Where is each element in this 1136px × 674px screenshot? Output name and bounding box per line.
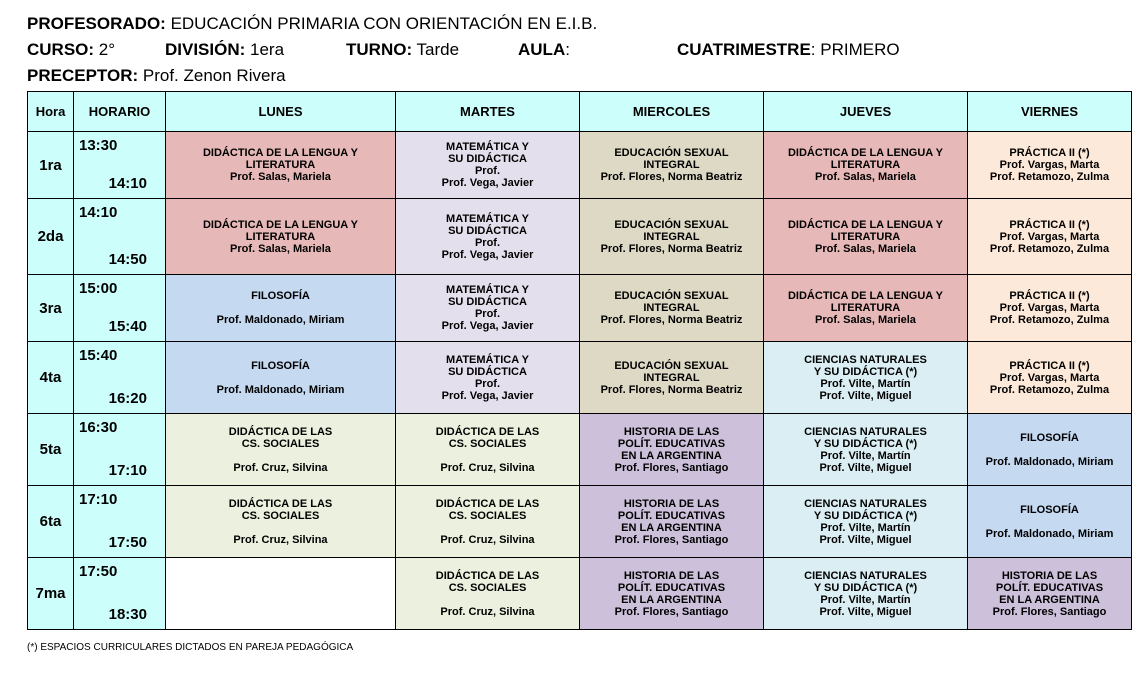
subject-line: DIDÁCTICA DE LA LENGUA Y (202, 147, 359, 159)
horario-cell (74, 414, 166, 486)
schedule-table (27, 91, 1132, 630)
subject-line: Prof. Maldonado, Miriam (985, 455, 1114, 468)
subject-line: Prof. Cruz, Silvina (440, 461, 535, 474)
subject-line: Prof. Vega, Javier (441, 320, 534, 332)
subject-line: DIDÁCTICA DE LA LENGUA Y (787, 147, 944, 159)
subject-cell-lunes (166, 486, 396, 558)
horario-cell (74, 275, 166, 342)
subject-line: Prof. Vilte, Miguel (819, 461, 912, 474)
subject-line: CS. SOCIALES (448, 581, 527, 594)
subject-cell-lunes (166, 275, 396, 342)
subject-cell-lunes (166, 342, 396, 414)
subject-cell-miercoles (580, 275, 764, 342)
hora-cell: 6ta (28, 486, 74, 558)
subject-line: Prof. Retamozo, Zulma (989, 242, 1110, 255)
hora-cell: 2da (28, 199, 74, 275)
subject-line: Prof. Vilte, Miguel (819, 605, 912, 618)
subject-cell-miercoles (580, 132, 764, 199)
subject-line: INTEGRAL (643, 159, 700, 171)
subject-line: FILOSOFÍA (1020, 431, 1079, 444)
subject-line: DIDÁCTICA DE LA LENGUA Y (787, 218, 944, 231)
end-time: 17:10 (108, 462, 147, 479)
subject-line: CIENCIAS NATURALES (804, 497, 927, 510)
table-row (28, 199, 1132, 275)
subject-cell-viernes (968, 199, 1132, 275)
subject-cell-miercoles (580, 558, 764, 630)
subject-cell-viernes (968, 414, 1132, 486)
start-time: 15:00 (79, 280, 118, 297)
horario-cell (74, 199, 166, 275)
subject-line: Prof. Cruz, Silvina (440, 605, 535, 618)
preceptor-label: PRECEPTOR: (27, 66, 139, 85)
col-header-horario: HORARIO (74, 92, 166, 132)
subject-line: Prof. Vilte, Martín (820, 449, 911, 462)
end-time: 14:50 (108, 251, 147, 268)
subject-cell-miercoles (580, 199, 764, 275)
start-time: 14:10 (79, 204, 118, 221)
subject-line: Prof. Flores, Santiago (992, 605, 1107, 618)
subject-line: Prof. Vega, Javier (441, 389, 534, 402)
subject-cell-jueves (764, 275, 968, 342)
turno-value: Tarde (412, 40, 460, 59)
subject-line: POLÍT. EDUCATIVAS (995, 581, 1104, 594)
subject-line: EDUCACIÓN SEXUAL (614, 359, 729, 372)
subject-line: MATEMÁTICA Y (446, 353, 529, 366)
footnote: (*) ESPACIOS CURRICULARES DICTADOS EN PAREJA PEDAGÓGICA (27, 642, 354, 653)
table-row (28, 275, 1132, 342)
subject-line: DIDÁCTICA DE LAS (228, 497, 333, 510)
subject-line: INTEGRAL (643, 230, 700, 243)
aula-value: : (565, 40, 570, 59)
subject-line: Prof. Vargas, Marta (999, 371, 1100, 384)
subject-line: Prof. Salas, Mariela (230, 242, 331, 255)
subject-line: CIENCIAS NATURALES (804, 569, 927, 582)
subject-cell-lunes (166, 132, 396, 199)
subject-line: PRÁCTICA II (*) (1009, 147, 1090, 159)
end-time: 16:20 (108, 390, 147, 407)
table-row (28, 342, 1132, 414)
spacer (396, 450, 579, 462)
subject-line: Prof. Flores, Norma Beatriz (600, 171, 743, 183)
subject-line: Prof. Salas, Mariela (815, 314, 916, 326)
subject-line: Prof. Salas, Mariela (815, 171, 916, 183)
subject-line: FILOSOFÍA (1020, 503, 1079, 516)
subject-cell-jueves (764, 132, 968, 199)
subject-line: Prof. Cruz, Silvina (233, 461, 328, 474)
subject-line: EDUCACIÓN SEXUAL (614, 147, 729, 159)
subject-cell-jueves (764, 558, 968, 630)
horario-cell (74, 342, 166, 414)
hora-cell: 1ra (28, 132, 74, 199)
subject-line: LITERATURA (830, 230, 901, 243)
subject-cell-jueves (764, 199, 968, 275)
end-time: 17:50 (108, 534, 147, 551)
horario-cell (74, 486, 166, 558)
subject-line: DIDÁCTICA DE LA LENGUA Y (202, 218, 359, 231)
subject-line: SU DIDÁCTICA (448, 153, 527, 165)
horario-cell (74, 558, 166, 630)
horario-cell (74, 132, 166, 199)
cuatrimestre-label: CUATRIMESTRE (677, 40, 811, 59)
subject-line: FILOSOFÍA (251, 290, 310, 302)
subject-line: SU DIDÁCTICA (448, 224, 527, 237)
subject-line: LITERATURA (830, 159, 901, 171)
subject-line: Prof. Flores, Santiago (614, 533, 729, 546)
subject-line: LITERATURA (830, 302, 901, 314)
subject-line: CS. SOCIALES (241, 437, 320, 450)
subject-line: Prof. Vargas, Marta (999, 230, 1100, 243)
subject-line: PRÁCTICA II (*) (1009, 359, 1090, 372)
subject-cell-jueves (764, 486, 968, 558)
subject-cell-martes (396, 558, 580, 630)
subject-line: DIDÁCTICA DE LAS (435, 569, 540, 582)
spacer (166, 372, 395, 384)
start-time: 17:50 (79, 563, 118, 580)
profesorado-line (27, 14, 597, 34)
col-header-miercoles: MIERCOLES (580, 92, 764, 132)
table-row (28, 132, 1132, 199)
subject-cell-martes (396, 275, 580, 342)
subject-line: Prof. Retamozo, Zulma (989, 314, 1110, 326)
subject-line: Prof. Vilte, Martín (820, 593, 911, 606)
subject-line: EDUCACIÓN SEXUAL (614, 290, 729, 302)
preceptor-line (27, 66, 286, 86)
subject-line: INTEGRAL (643, 302, 700, 314)
subject-line: HISTORIA DE LAS (623, 569, 720, 582)
subject-line: EN LA ARGENTINA (999, 593, 1100, 606)
subject-line: LITERATURA (245, 159, 316, 171)
hora-cell: 3ra (28, 275, 74, 342)
subject-cell-martes (396, 414, 580, 486)
subject-line: CIENCIAS NATURALES (804, 425, 927, 438)
end-time: 15:40 (108, 318, 147, 335)
subject-line: DIDÁCTICA DE LA LENGUA Y (787, 290, 944, 302)
turno-label: TURNO: (346, 40, 413, 59)
subject-line: Prof. Vilte, Martín (820, 377, 911, 390)
subject-line: Prof. (474, 308, 501, 320)
division-label: DIVISIÓN: (165, 40, 246, 59)
subject-line: CIENCIAS NATURALES (804, 353, 927, 366)
subject-line: Prof. Salas, Mariela (230, 171, 331, 183)
hora-cell: 7ma (28, 558, 74, 630)
subject-cell-martes (396, 486, 580, 558)
subject-line: Prof. Cruz, Silvina (440, 533, 535, 546)
subject-cell-lunes (166, 558, 396, 630)
subject-line: CS. SOCIALES (448, 509, 527, 522)
subject-line: DIDÁCTICA DE LAS (228, 425, 333, 438)
subject-line: Prof. Flores, Norma Beatriz (600, 242, 743, 255)
header-row (28, 92, 1132, 132)
spacer (968, 516, 1131, 528)
subject-cell-lunes (166, 414, 396, 486)
hora-cell: 5ta (28, 414, 74, 486)
subject-cell-viernes (968, 132, 1132, 199)
subject-line: DIDÁCTICA DE LAS (435, 425, 540, 438)
subject-line: Prof. Vilte, Miguel (819, 533, 912, 546)
subject-line: POLÍT. EDUCATIVAS (617, 581, 726, 594)
subject-cell-miercoles (580, 414, 764, 486)
table-row (28, 486, 1132, 558)
profesorado-label: PROFESORADO: (27, 14, 166, 33)
curso-label: CURSO: (27, 40, 95, 59)
subject-line: Prof. Cruz, Silvina (233, 533, 328, 546)
curso-value: 2° (94, 40, 116, 59)
subject-line: Prof. Retamozo, Zulma (989, 383, 1110, 396)
subject-line: Prof. Flores, Santiago (614, 461, 729, 474)
subject-line: EN LA ARGENTINA (621, 593, 722, 606)
subject-line: Prof. Vega, Javier (441, 248, 534, 261)
col-header-lunes: LUNES (166, 92, 396, 132)
subject-cell-miercoles (580, 342, 764, 414)
subject-line: Prof. Flores, Santiago (614, 605, 729, 618)
subject-line: Prof. Vilte, Miguel (819, 389, 912, 402)
subject-cell-martes (396, 132, 580, 199)
subject-line: Prof. Retamozo, Zulma (989, 171, 1110, 183)
subject-cell-jueves (764, 342, 968, 414)
subject-line: POLÍT. EDUCATIVAS (617, 437, 726, 450)
subject-line: Prof. (474, 377, 501, 390)
start-time: 13:30 (79, 137, 118, 154)
subject-line: HISTORIA DE LAS (1001, 569, 1098, 582)
subject-line: Y SU DIDÁCTICA (*) (813, 581, 918, 594)
subject-cell-viernes (968, 275, 1132, 342)
spacer (166, 450, 395, 462)
profesorado-value: EDUCACIÓN PRIMARIA CON ORIENTACIÓN EN E.I.B. (165, 14, 598, 33)
subject-line: Prof. Maldonado, Miriam (216, 383, 345, 396)
subject-line: EN LA ARGENTINA (621, 449, 722, 462)
subject-line: SU DIDÁCTICA (448, 296, 527, 308)
subject-line: POLÍT. EDUCATIVAS (617, 509, 726, 522)
subject-line: Y SU DIDÁCTICA (*) (813, 437, 918, 450)
subject-line: Prof. (474, 165, 501, 177)
subject-line: Prof. Vega, Javier (441, 177, 534, 189)
subject-cell-viernes (968, 486, 1132, 558)
preceptor-value: Prof. Zenon Rivera (138, 66, 286, 85)
start-time: 17:10 (79, 491, 118, 508)
subject-line: Prof. Maldonado, Miriam (985, 527, 1114, 540)
subject-line: Prof. Flores, Norma Beatriz (600, 383, 743, 396)
subject-cell-miercoles (580, 486, 764, 558)
col-header-hora: Hora (28, 92, 74, 132)
col-header-martes: MARTES (396, 92, 580, 132)
end-time: 18:30 (108, 606, 147, 623)
col-header-viernes: VIERNES (968, 92, 1132, 132)
start-time: 16:30 (79, 419, 118, 436)
cuatrimestre-value: : PRIMERO (810, 40, 900, 59)
spacer (396, 594, 579, 606)
subject-line: Prof. Maldonado, Miriam (216, 314, 345, 326)
table-row (28, 414, 1132, 486)
col-header-jueves: JUEVES (764, 92, 968, 132)
division-value: 1era (245, 40, 285, 59)
subject-cell-martes (396, 199, 580, 275)
subject-line: Prof. Vilte, Martín (820, 521, 911, 534)
curso-line (27, 40, 900, 60)
subject-line: MATEMÁTICA Y (446, 212, 529, 225)
hora-cell: 4ta (28, 342, 74, 414)
spacer (166, 302, 395, 314)
subject-line: HISTORIA DE LAS (623, 497, 720, 510)
subject-line: CS. SOCIALES (241, 509, 320, 522)
subject-line: Prof. Flores, Norma Beatriz (600, 314, 743, 326)
subject-line: Y SU DIDÁCTICA (*) (813, 365, 918, 378)
subject-line: INTEGRAL (643, 371, 700, 384)
subject-line: Prof. Vargas, Marta (999, 159, 1100, 171)
subject-line: EN LA ARGENTINA (621, 521, 722, 534)
aula-label: AULA (518, 40, 566, 59)
subject-line: FILOSOFÍA (251, 359, 310, 372)
subject-cell-lunes (166, 199, 396, 275)
end-time: 14:10 (108, 175, 147, 192)
subject-line: HISTORIA DE LAS (623, 425, 720, 438)
subject-line: Prof. Vargas, Marta (999, 302, 1100, 314)
start-time: 15:40 (79, 347, 118, 364)
spacer (166, 522, 395, 534)
subject-cell-viernes (968, 342, 1132, 414)
subject-line: EDUCACIÓN SEXUAL (614, 218, 729, 231)
subject-line: Y SU DIDÁCTICA (*) (813, 509, 918, 522)
table-row (28, 558, 1132, 630)
spacer (968, 444, 1131, 456)
subject-line: CS. SOCIALES (448, 437, 527, 450)
subject-cell-martes (396, 342, 580, 414)
subject-line: PRÁCTICA II (*) (1009, 290, 1090, 302)
subject-line: Prof. (474, 236, 501, 249)
spacer (396, 522, 579, 534)
subject-line: MATEMÁTICA Y (446, 284, 529, 296)
subject-line: DIDÁCTICA DE LAS (435, 497, 540, 510)
subject-line: MATEMÁTICA Y (446, 141, 529, 153)
subject-cell-viernes (968, 558, 1132, 630)
subject-line: PRÁCTICA II (*) (1009, 218, 1090, 231)
subject-line: LITERATURA (245, 230, 316, 243)
subject-cell-jueves (764, 414, 968, 486)
subject-line: Prof. Salas, Mariela (815, 242, 916, 255)
subject-line: SU DIDÁCTICA (448, 365, 527, 378)
